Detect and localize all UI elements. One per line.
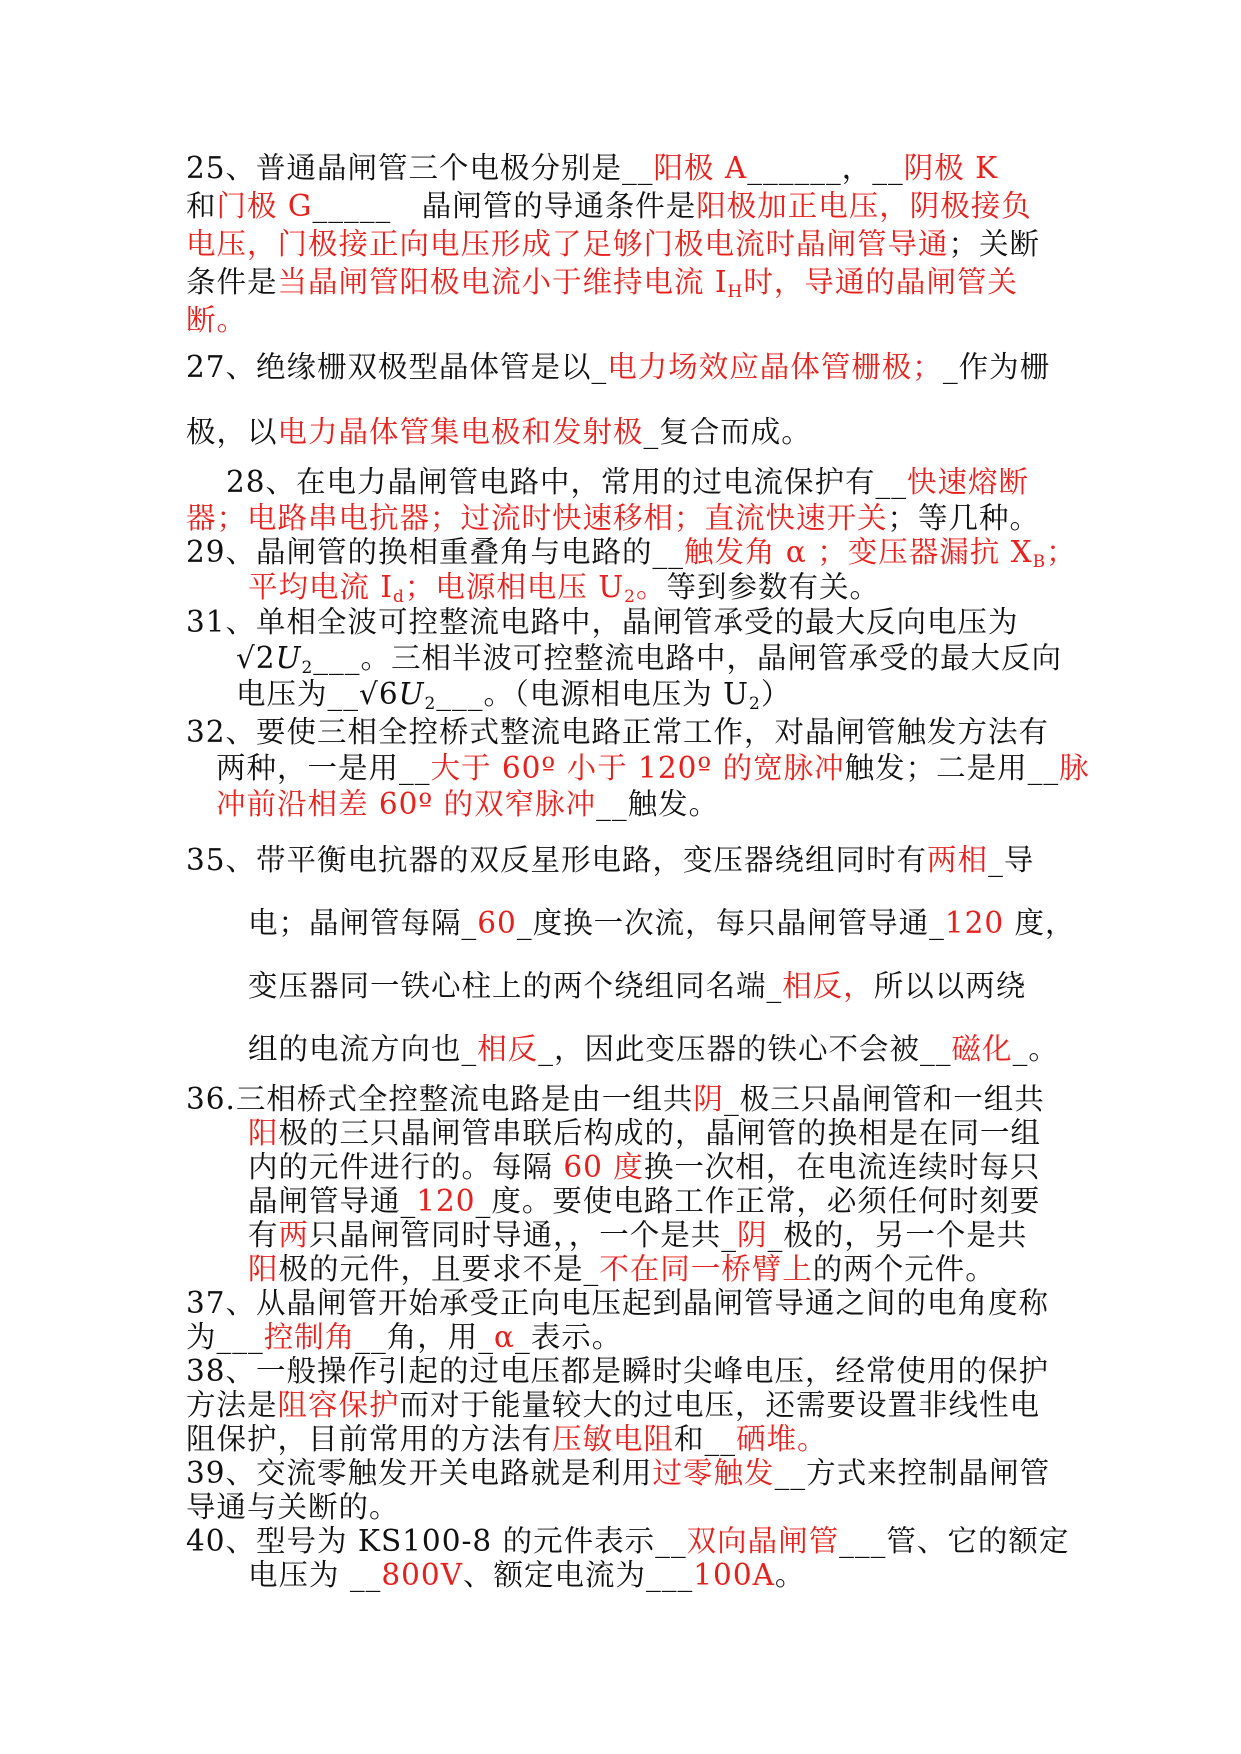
answer-text: 两相: [927, 843, 989, 877]
question-text: ___。（电源相电压为 U: [436, 677, 750, 711]
q25-line-4: [186, 264, 1018, 310]
answer-text: 平均电流 I: [248, 570, 394, 604]
question-text: 触发；二是用__: [844, 751, 1060, 785]
q39-line-2: [186, 1489, 400, 1525]
question-text: ___管、它的额定: [839, 1524, 1070, 1558]
question-text: 有: [248, 1218, 279, 1252]
answer-text: 控制角: [263, 1320, 356, 1354]
question-text: √6: [359, 677, 399, 711]
question-text: 电压为__: [236, 677, 360, 711]
question-text: U: [398, 677, 425, 711]
answer-text: 压敏电阻: [552, 1422, 675, 1456]
answer-text: 冲前沿相差 60º 的双窄脉冲: [216, 787, 597, 821]
question-text: 所以以两绕: [873, 969, 1027, 1003]
question-text: √2: [236, 641, 276, 675]
question-text: 换一次相，在电流连续时每只: [643, 1150, 1041, 1184]
q38-line-1: [186, 1353, 1049, 1389]
answer-text: 时，导通的晶闸管关: [743, 265, 1018, 299]
q35-line-2: [248, 905, 1076, 941]
q35-line-3: [248, 968, 1026, 1004]
answer-text: 2: [624, 587, 636, 607]
q32-line-2: [216, 750, 1090, 786]
question-text: 方法是: [186, 1388, 278, 1422]
answer-text: 。: [636, 570, 667, 604]
question-text: 和: [186, 189, 217, 223]
question-text: _作为栅: [942, 350, 1051, 384]
question-text: __角，用_: [355, 1320, 495, 1354]
answer-text: 相反，: [782, 969, 874, 1003]
question-text: _复合而成。: [643, 415, 812, 449]
q36-line-5: [248, 1217, 1027, 1253]
answer-text: 阳: [248, 1252, 279, 1286]
q39-line-1: [186, 1455, 1050, 1491]
q31-line-1: [186, 604, 1019, 640]
question-text: 2: [749, 694, 761, 714]
question-text: 极的元件，且要求不是_: [278, 1252, 600, 1286]
answer-text: 阴: [693, 1082, 724, 1116]
q38-line-3: [186, 1421, 828, 1457]
answer-text: ；: [1046, 535, 1077, 569]
answer-text: 双向晶闸管: [686, 1524, 840, 1558]
q40-line-1: [186, 1523, 1069, 1559]
question-text: 阻保护，目前常用的方法有: [186, 1422, 553, 1456]
q25-line-5: [186, 302, 247, 338]
answer-text: B: [1032, 552, 1047, 572]
question-text: _，因此变压器的铁心不会被__: [538, 1032, 952, 1066]
question-text: 40、型号为 KS100-8 的元件表示__: [186, 1524, 687, 1558]
answer-text: 两: [278, 1218, 310, 1252]
question-text: 晶闸管导通_: [248, 1184, 417, 1218]
question-text: 36.三相桥式全控整流电路是由一组共: [186, 1082, 694, 1116]
question-text: _。: [1012, 1032, 1059, 1066]
question-text: 28、在电力晶闸管电路中，常用的过电流保护有__: [226, 465, 908, 499]
question-text: 35、带平衡电抗器的双反星形电路，变压器绕组同时有: [186, 843, 928, 877]
question-text: __触发。: [596, 787, 720, 821]
answer-text: 不在同一桥臂上: [599, 1252, 813, 1286]
question-text: 内的元件进行的。每隔: [248, 1150, 564, 1184]
q36-line-1: [186, 1081, 1045, 1117]
question-text: 的两个元件。: [812, 1252, 996, 1286]
question-text: _导: [988, 843, 1035, 877]
question-text: __方式来控制晶闸管: [774, 1456, 1051, 1490]
question-text: 而对于能量较大的过电压，还需要设置非线性电: [399, 1388, 1041, 1422]
answer-text: α: [494, 1320, 515, 1354]
answer-text: 相反: [477, 1032, 539, 1066]
answer-text: 阻容保护: [277, 1388, 400, 1422]
question-text: 31、单相全波可控整流电路中，晶闸管承受的最大反向电压为: [186, 605, 1019, 639]
q32-line-3: [216, 786, 719, 822]
answer-text: 电力场效应晶体管栅极；: [607, 350, 943, 384]
answer-text: 器；电路串电抗器；过流时快速移相；直流快速开关: [186, 501, 888, 535]
answer-text: 过零触发: [652, 1456, 775, 1490]
question-text: 和__: [674, 1422, 737, 1456]
question-text: 、额定电流为___: [463, 1558, 694, 1592]
answer-text: 60 度: [563, 1150, 644, 1184]
q28-line-1: [226, 464, 1029, 500]
q32-line-1: [186, 714, 1049, 750]
question-text: ___。三相半波可控整流电路中，晶闸管承受的最大反向: [313, 641, 1063, 675]
question-text: 只晶闸管同时导通，，一个是共_: [309, 1218, 738, 1252]
question-text: ；等几种。: [887, 501, 1041, 535]
q27-line-2: [186, 414, 812, 450]
q25-line-1: [186, 150, 998, 186]
q28-line-2: [186, 500, 1040, 536]
question-text: 25、普通晶闸管三个电极分别是__: [186, 151, 654, 185]
question-text: _极三只晶闸管和一组共: [723, 1082, 1045, 1116]
answer-text: 120: [416, 1184, 476, 1218]
question-text: ）: [760, 677, 792, 711]
q36-line-3: [248, 1149, 1040, 1185]
answer-text: 阴极 K: [903, 151, 999, 185]
q40-line-2: [248, 1557, 805, 1593]
q38-line-2: [186, 1387, 1040, 1423]
question-text: U: [275, 641, 302, 675]
q25-line-2: [186, 188, 1032, 224]
q37-line-2: [186, 1319, 622, 1355]
question-text: _极的，另一个是共: [767, 1218, 1028, 1252]
question-text: 度，: [1004, 906, 1076, 940]
question-text: 两种，一是用__: [216, 751, 431, 785]
question-text: 电压为 __: [248, 1558, 382, 1592]
question-text: 为___: [186, 1320, 264, 1354]
answer-text: 120: [944, 906, 1005, 940]
q27-line-1: [186, 349, 1050, 385]
answer-text: 阳极加正电压，阴极接负: [696, 189, 1032, 223]
q36-line-4: [248, 1183, 1040, 1219]
question-text: _度换一次流，每只晶闸管导通_: [516, 906, 945, 940]
question-text: 2: [301, 658, 314, 678]
answer-text: 磁化: [951, 1032, 1013, 1066]
q35-line-4: [248, 1031, 1059, 1067]
question-text: 等到参数有关。: [666, 570, 881, 604]
question-text: 39、交流零触发开关电路就是利用: [186, 1456, 653, 1490]
answer-text: 电压，门极接正向电压形成了足够门极电流时晶闸管导通: [186, 227, 949, 261]
question-text: 27、绝缘栅双极型晶体管是以_: [186, 350, 608, 384]
question-text: 变压器同一铁心柱上的两个绕组同名端_: [248, 969, 783, 1003]
answer-text: 800V: [381, 1558, 464, 1592]
answer-text: 大于 60º 小于 120º 的宽脉冲: [430, 751, 845, 785]
question-text: ；关断: [948, 227, 1041, 261]
answer-text: 门极 G: [216, 189, 313, 223]
q36-line-2: [248, 1115, 1041, 1151]
answer-text: ；电源相电压 U: [404, 570, 625, 604]
answer-text: 当晶闸管阳极电流小于维持电流 I: [277, 265, 728, 299]
question-text: 38、一般操作引起的过电压都是瞬时尖峰电压，经常使用的保护: [186, 1354, 1050, 1388]
question-text: 37、从晶闸管开始承受正向电压起到晶闸管导通之间的电角度称: [186, 1286, 1050, 1320]
answer-text: 硒堆。: [736, 1422, 828, 1456]
question-text: 电；晶闸管每隔_: [248, 906, 478, 940]
answer-text: H: [727, 282, 744, 302]
answer-text: 阴: [737, 1218, 768, 1252]
answer-text: 阳极 A: [653, 151, 748, 185]
question-text: 条件是: [186, 265, 278, 299]
question-text: 导通与关断的。: [186, 1490, 400, 1524]
answer-text: 脉: [1059, 751, 1090, 785]
answer-text: 电力晶体管集电极和发射极: [277, 415, 644, 449]
question-text: _表示。: [514, 1320, 623, 1354]
answer-text: 触发角 α ；变压器漏抗 X: [684, 535, 1033, 569]
answer-text: 阳: [248, 1116, 279, 1150]
q35-line-1: [186, 842, 1034, 878]
question-text: ______，__: [747, 151, 904, 185]
question-text: 32、要使三相全控桥式整流电路正常工作，对晶闸管触发方法有: [186, 715, 1050, 749]
answer-text: 100A: [693, 1558, 775, 1592]
answer-text: 快速熔断: [907, 465, 1030, 499]
answer-text: 断。: [186, 303, 248, 337]
answer-text: d: [393, 587, 405, 607]
question-text: 。: [774, 1558, 806, 1592]
question-text: _度。要使电路工作正常，必须任何时刻要: [475, 1184, 1041, 1218]
question-text: 极，以: [186, 415, 278, 449]
answer-text: 60: [477, 906, 517, 940]
question-text: _____ 晶闸管的导通条件是: [312, 189, 697, 223]
q36-line-6: [248, 1251, 996, 1287]
question-text: 组的电流方向也_: [248, 1032, 478, 1066]
question-text: 29、晶闸管的换相重叠角与电路的__: [186, 535, 685, 569]
question-text: 极的三只晶闸管串联后构成的，晶闸管的换相是在同一组: [278, 1116, 1042, 1150]
q25-line-3: [186, 226, 1040, 262]
question-text: 2: [424, 694, 437, 714]
q37-line-1: [186, 1285, 1049, 1321]
